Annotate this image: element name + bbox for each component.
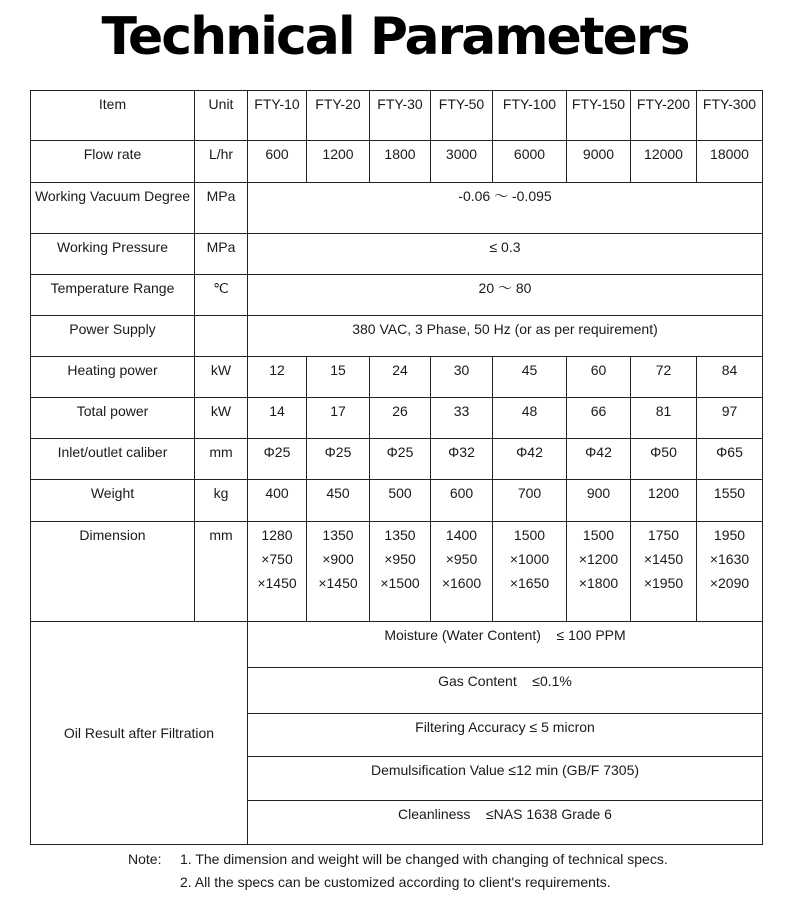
header-model: FTY-100 (493, 91, 567, 141)
table-cell: 1200 (631, 480, 697, 522)
page-title: Technical Parameters (101, 7, 689, 67)
row-unit: L/hr (195, 141, 248, 183)
dimension-cell (697, 522, 763, 622)
table-cell: ≤ 0.3 (248, 234, 763, 275)
row-unit: kg (195, 480, 248, 522)
heating-power-row (31, 357, 763, 398)
technical-parameters-table (30, 90, 763, 845)
table-cell: Φ42 (567, 439, 631, 480)
dimension-line: ×1800 (578, 575, 619, 591)
table-cell: Φ32 (431, 439, 493, 480)
row-unit: kW (195, 398, 248, 439)
dimension-line: ×1000 (509, 551, 550, 567)
table-cell: 12 (248, 357, 307, 398)
dimension-line: ×750 (261, 551, 293, 567)
row-unit: MPa (195, 183, 248, 234)
note-line (128, 848, 768, 871)
row-label: Total power (31, 398, 195, 439)
header-unit: Unit (195, 91, 248, 141)
row-unit: mm (195, 439, 248, 480)
row-label: Dimension (31, 522, 195, 622)
dimension-line: ×1600 (441, 575, 482, 591)
header-row (31, 91, 763, 141)
dimension-line: 1500 (513, 527, 546, 543)
note-prefix: Note: (128, 851, 162, 867)
table-cell: 1800 (370, 141, 431, 183)
dimension-line: ×950 (445, 551, 478, 567)
dimension-line: ×900 (322, 551, 354, 567)
table-cell: 20 ～ 80 (248, 275, 763, 316)
dimension-line: ×1950 (643, 575, 684, 591)
oil-result-row (31, 622, 763, 668)
pressure-row (31, 234, 763, 275)
header-model: FTY-30 (370, 91, 431, 141)
table-cell: 81 (631, 398, 697, 439)
table-cell: 600 (248, 141, 307, 183)
flow-rate-row (31, 141, 763, 183)
table-cell: 700 (493, 480, 567, 522)
header-item: Item (31, 91, 195, 141)
table-cell: 45 (493, 357, 567, 398)
row-label: Temperature Range (31, 275, 195, 316)
note-text: 1. The dimension and weight will be changed with changing of technical specs. (180, 851, 668, 867)
table-cell: 60 (567, 357, 631, 398)
table-cell: Φ25 (307, 439, 370, 480)
row-label: Heating power (31, 357, 195, 398)
row-label: Working Vacuum Degree (31, 183, 195, 234)
dimension-line: 1500 (582, 527, 615, 543)
header-model: FTY-200 (631, 91, 697, 141)
table-cell: 15 (307, 357, 370, 398)
table-cell: Φ50 (631, 439, 697, 480)
table-cell: -0.06 ～ -0.095 (248, 183, 763, 234)
oil-result-gas: Gas Content ≤0.1% (248, 668, 763, 714)
caliber-row (31, 439, 763, 480)
dimension-line: ×1450 (318, 575, 358, 591)
dimension-line: ×1630 (709, 551, 750, 567)
weight-row (31, 480, 763, 522)
table-cell: 1200 (307, 141, 370, 183)
total-power-row (31, 398, 763, 439)
dimension-cell (493, 522, 567, 622)
table-cell: 600 (431, 480, 493, 522)
table-cell: 450 (307, 480, 370, 522)
dimension-line: ×2090 (709, 575, 750, 591)
oil-result-demulsification: Demulsification Value ≤12 min (GB/F 7305) (248, 757, 763, 801)
note-text: 2. All the specs can be customized according to client's requirements. (180, 874, 611, 890)
row-label: Working Pressure (31, 234, 195, 275)
dimension-cell (370, 522, 431, 622)
dimension-line: 1950 (713, 527, 746, 543)
temperature-row (31, 275, 763, 316)
header-model: FTY-150 (567, 91, 631, 141)
row-unit: kW (195, 357, 248, 398)
dimension-line: ×1650 (509, 575, 550, 591)
dimension-line: ×950 (384, 551, 416, 567)
row-unit: ℃ (195, 275, 248, 316)
table-cell: 84 (697, 357, 763, 398)
note-line (128, 871, 768, 894)
table-cell: Φ65 (697, 439, 763, 480)
row-unit: mm (195, 522, 248, 622)
table-cell: 26 (370, 398, 431, 439)
row-label: Flow rate (31, 141, 195, 183)
oil-result-moisture: Moisture (Water Content) ≤ 100 PPM (248, 622, 763, 668)
oil-result-cleanliness: Cleanliness ≤NAS 1638 Grade 6 (248, 801, 763, 845)
table-cell: Φ25 (370, 439, 431, 480)
dimension-line: 1750 (647, 527, 680, 543)
dimension-line: ×1450 (643, 551, 684, 567)
oil-result-label: Oil Result after Filtration (31, 622, 248, 845)
dimension-line: 1350 (322, 527, 354, 543)
table-cell: 1550 (697, 480, 763, 522)
oil-result-accuracy: Filtering Accuracy ≤ 5 micron (248, 714, 763, 757)
table-cell: Φ42 (493, 439, 567, 480)
row-unit (195, 316, 248, 357)
table-cell: 3000 (431, 141, 493, 183)
table-cell: 66 (567, 398, 631, 439)
table-cell: 400 (248, 480, 307, 522)
dimension-cell (248, 522, 307, 622)
table-cell: 380 VAC, 3 Phase, 50 Hz (or as per requirement) (248, 316, 763, 357)
table-cell: 33 (431, 398, 493, 439)
row-label: Power Supply (31, 316, 195, 357)
header-model: FTY-50 (431, 91, 493, 141)
table-cell: 14 (248, 398, 307, 439)
header-model: FTY-300 (697, 91, 763, 141)
notes (128, 848, 768, 894)
header-model: FTY-10 (248, 91, 307, 141)
power-supply-row (31, 316, 763, 357)
row-label: Weight (31, 480, 195, 522)
table-cell: 12000 (631, 141, 697, 183)
dimension-line: 1280 (261, 527, 293, 543)
dimension-line: ×1500 (380, 575, 420, 591)
dimension-cell (631, 522, 697, 622)
dimension-line: 1350 (384, 527, 416, 543)
table-cell: 6000 (493, 141, 567, 183)
table-cell: 97 (697, 398, 763, 439)
table-cell: 48 (493, 398, 567, 439)
table-cell: 500 (370, 480, 431, 522)
row-unit: MPa (195, 234, 248, 275)
table-cell: 17 (307, 398, 370, 439)
row-label: Inlet/outlet caliber (31, 439, 195, 480)
dimension-line: ×1450 (257, 575, 297, 591)
dimension-cell (431, 522, 493, 622)
dimension-cell (307, 522, 370, 622)
table-cell: 24 (370, 357, 431, 398)
dimension-row (31, 522, 763, 622)
table-cell: 72 (631, 357, 697, 398)
dimension-line: ×1200 (578, 551, 619, 567)
table-cell: 18000 (697, 141, 763, 183)
table-cell: 30 (431, 357, 493, 398)
dimension-line: 1400 (445, 527, 478, 543)
header-model: FTY-20 (307, 91, 370, 141)
dimension-cell (567, 522, 631, 622)
table-cell: 9000 (567, 141, 631, 183)
table-cell: Φ25 (248, 439, 307, 480)
vacuum-row (31, 183, 763, 234)
table-cell: 900 (567, 480, 631, 522)
